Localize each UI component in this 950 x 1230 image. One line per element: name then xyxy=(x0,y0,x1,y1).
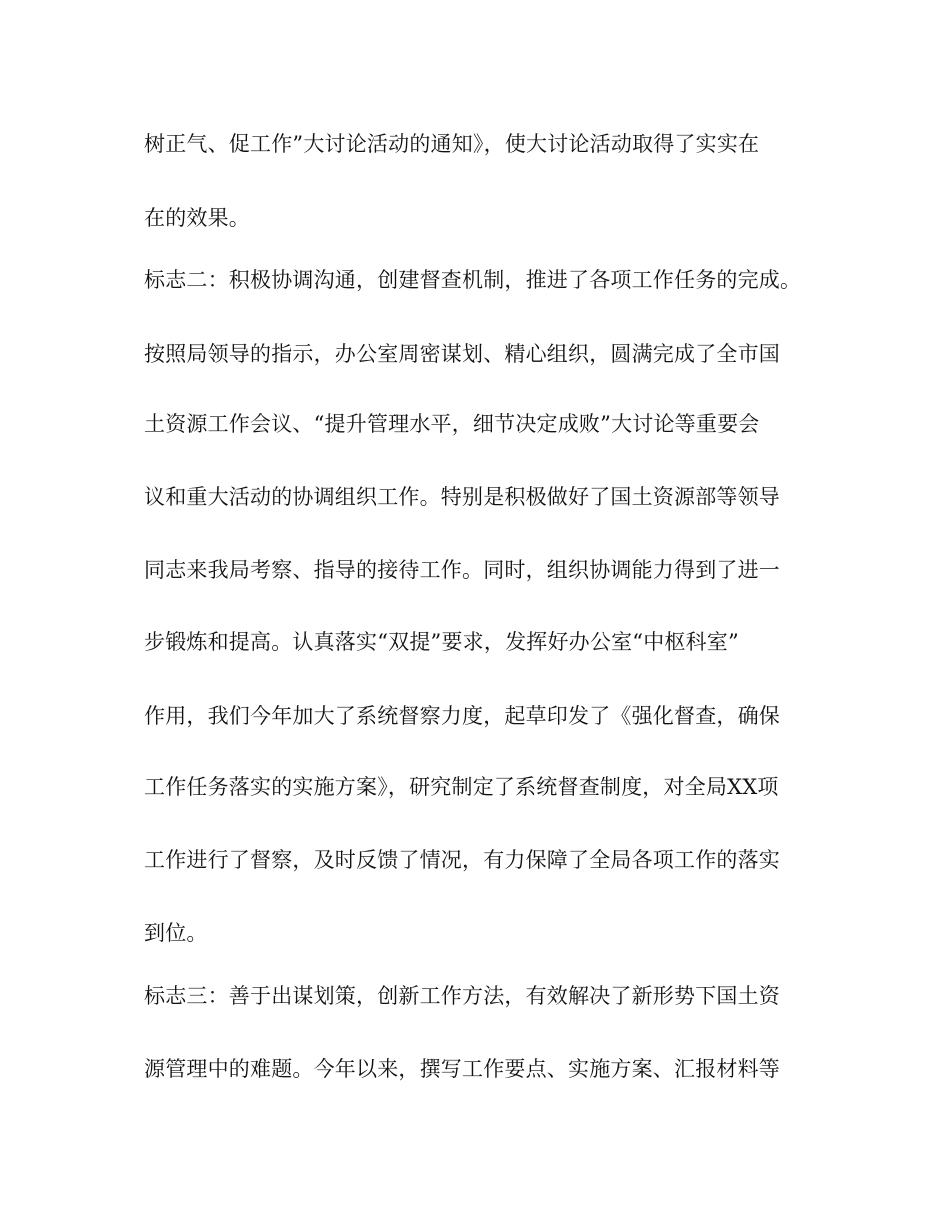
paragraph-line: 源管理中的难题。今年以来，撰写工作要点、实施方案、汇报材料等 xyxy=(144,1057,780,1081)
paragraph-line: 在的效果。 xyxy=(144,206,250,230)
paragraph-line: 到位。 xyxy=(144,921,208,945)
paragraph-line: 议和重大活动的协调组织工作。特别是积极做好了国土资源部等领导 xyxy=(144,485,780,509)
section-heading-line: 标志三：善于出谋划策，创新工作方法，有效解决了新形势下国土资 xyxy=(144,984,780,1008)
paragraph-line: 树正气、促工作”大讨论活动的通知》，使大讨论活动取得了实实在 xyxy=(144,132,760,156)
paragraph-line: 按照局领导的指示，办公室周密谋划、精心组织，圆满完成了全市国 xyxy=(144,342,780,366)
paragraph-line: 步锻炼和提高。认真落实“双提”要求，发挥好办公室“中枢科室” xyxy=(144,630,739,654)
paragraph-line: 工作进行了督察，及时反馈了情况，有力保障了全局各项工作的落实 xyxy=(144,848,780,872)
paragraph-line: 同志来我局考察、指导的接待工作。同时，组织协调能力得到了进一 xyxy=(144,558,780,582)
paragraph-line: 土资源工作会议、“提升管理水平，细节决定成败”大讨论等重要会 xyxy=(144,412,760,436)
paragraph-line: 工作任务落实的实施方案》，研究制定了系统督查制度，对全局XX项 xyxy=(144,775,779,799)
paragraph-line: 作用，我们今年加大了系统督察力度，起草印发了《强化督查，确保 xyxy=(144,704,780,728)
section-heading-line: 标志二：积极协调沟通，创建督查机制，推进了各项工作任务的完成。 xyxy=(144,268,802,292)
